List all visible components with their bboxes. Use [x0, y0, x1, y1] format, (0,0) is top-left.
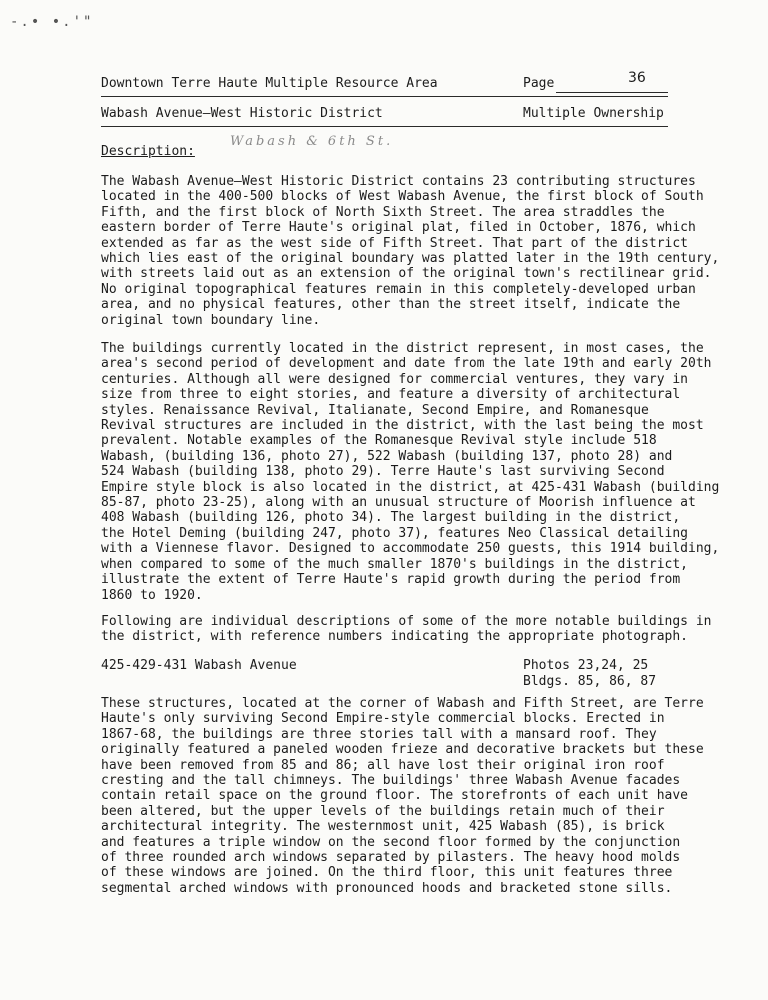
text-line: been altered, but the upper levels of the buildings retain much of their: [101, 803, 665, 819]
text-line: with streets laid out as an extension of the original town's rectilinear grid.: [101, 266, 712, 282]
text-line: original town boundary line.: [101, 312, 321, 328]
text-line: area's second period of development and date from the late 19th and early 20th: [101, 356, 712, 372]
text-line: The buildings currently located in the district represent, in most cases, the: [101, 341, 704, 356]
text-line: size from three to eight stories, and feature a diversity of architectural: [101, 387, 681, 403]
handwritten-note: Wabash & 6th St.: [230, 134, 394, 149]
scan-marks: -.• •.'": [10, 14, 94, 30]
description-label: Description:: [101, 144, 195, 159]
header-rule: [101, 96, 668, 97]
text-line: and features a triple window on the second floor formed by the conjunction: [101, 834, 681, 850]
page-number-underline: [556, 92, 668, 93]
text-line: The Wabash Avenue—West Historic District contains 23 contributing structures: [101, 174, 696, 189]
text-line: 1860 to 1920.: [101, 587, 203, 603]
text-line: have been removed from 85 and 86; all have lost their original iron roof: [101, 757, 665, 773]
text-line: when compared to some of the much smaller 1870's buildings in the district,: [101, 556, 688, 572]
text-line: of three rounded arch windows separated by pilasters. The heavy hood molds: [101, 850, 681, 866]
entry-photos: Photos 23,24, 25: [523, 658, 649, 673]
text-line: 408 Wabash (building 126, photo 34). The largest building in the district,: [101, 510, 681, 526]
text-line: Revival structures are included in the district, with the last being the most: [101, 418, 704, 434]
text-line: eastern border of Terre Haute's original plat, filed in October, 1876, which: [101, 220, 696, 236]
text-line: Fifth, and the first block of North Sixth Street. The area straddles the: [101, 204, 665, 220]
text-line: cresting and the tall chimneys. The buildings' three Wabash Avenue facades: [101, 773, 681, 789]
paragraph-3: [101, 614, 712, 645]
text-line: originally featured a paneled wooden frieze and decorative brackets but these: [101, 742, 704, 758]
text-line: architectural integrity. The westernmost unit, 425 Wabash (85), is brick: [101, 819, 665, 835]
text-line: illustrate the extent of Terre Haute's rapid growth during the period from: [101, 572, 681, 588]
paragraph-2: [101, 341, 720, 603]
ownership-type: Multiple Ownership: [523, 106, 664, 121]
text-line: segmental arched windows with pronounced hoods and bracketed stone sills.: [101, 880, 673, 896]
entry-buildings: Bldgs. 85, 86, 87: [523, 674, 657, 689]
text-line: with a Viennese flavor. Designed to accommodate 250 guests, this 1914 building,: [101, 541, 720, 557]
text-line: the Hotel Deming (building 247, photo 37), features Neo Classical detailing: [101, 525, 688, 541]
entry-description: [101, 696, 704, 896]
text-line: These structures, located at the corner of Wabash and Fifth Street, are Terre: [101, 696, 704, 711]
text-line: Empire style block is also located in the district, at 425-431 Wabash (building: [101, 479, 720, 495]
text-line: styles. Renaissance Revival, Italianate, Second Empire, and Romanesque: [101, 402, 649, 418]
text-line: prevalent. Notable examples of the Romanesque Revival style include 518: [101, 433, 657, 449]
document-title: Downtown Terre Haute Multiple Resource Area: [101, 76, 438, 91]
text-line: Wabash, (building 136, photo 27), 522 Wabash (building 137, photo 28) and: [101, 448, 673, 464]
text-line: Following are individual descriptions of some of the more notable buildings in: [101, 614, 712, 629]
text-line: 1867-68, the buildings are three stories tall with a mansard roof. They: [101, 726, 657, 742]
text-line: extended as far as the west side of Fifth Street. That part of the district: [101, 235, 688, 251]
text-line: 85-87, photo 23-25), along with an unusual structure of Moorish influence at: [101, 495, 696, 511]
text-line: centuries. Although all were designed for commercial ventures, they vary in: [101, 371, 688, 387]
paragraph-1: [101, 174, 720, 328]
page-label: Page: [523, 76, 555, 91]
text-line: 524 Wabash (building 138, photo 29). Terre Haute's last surviving Second: [101, 464, 665, 480]
text-line: of these windows are joined. On the third floor, this unit features three: [101, 865, 673, 881]
text-line: located in the 400-500 blocks of West Wabash Avenue, the first block of South: [101, 189, 704, 205]
text-line: No original topographical features remain in this completely-developed urban: [101, 281, 696, 297]
text-line: the district, with reference numbers indicating the appropriate photograph.: [101, 629, 688, 645]
entry-address: 425-429-431 Wabash Avenue: [101, 658, 297, 673]
text-line: area, and no physical features, other than the street itself, indicate the: [101, 297, 681, 313]
text-line: contain retail space on the ground floor. The storefronts of each unit have: [101, 788, 688, 804]
text-line: which lies east of the original boundary was platted later in the 19th century,: [101, 251, 720, 267]
subheader-rule: [101, 126, 668, 127]
text-line: Haute's only surviving Second Empire-style commercial blocks. Erected in: [101, 711, 665, 727]
page-number: 36: [628, 70, 646, 86]
district-name: Wabash Avenue—West Historic District: [101, 106, 383, 121]
